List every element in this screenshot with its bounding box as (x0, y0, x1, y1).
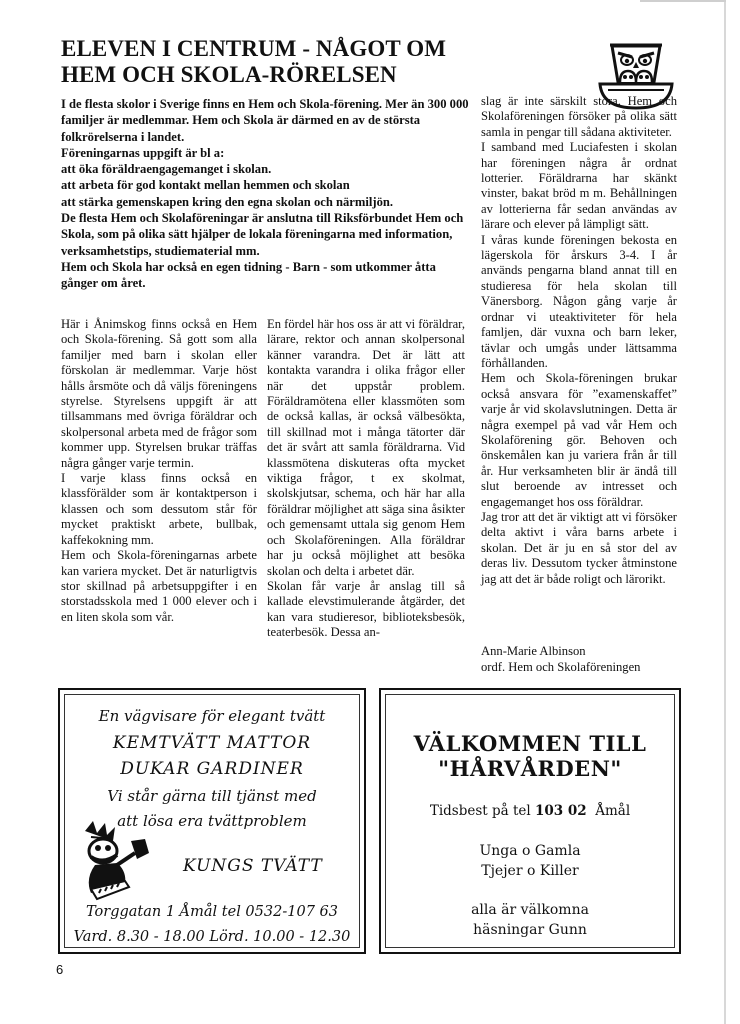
body-paragraph: Hem och Skola-föreningarnas arbete kan variera mycket. Det är naturligtvis stor skillnad på arbetsuppgifter i en storstadsskola med 1 000 elever och i en liten skola som vår. (61, 548, 257, 624)
king-mascot-icon (77, 819, 169, 903)
ad-title: "HÅRVÅRDEN" (438, 756, 622, 781)
ad-services: DUKAR GARDINER (120, 759, 304, 779)
ad-tagline: En vägvisare för elegant tvätt (98, 707, 326, 725)
body-paragraph: Här i Ånimskog finns också en Hem och Skola-förening. Så gott som alla familjer med barn i skolan eller förskolan är medlemmar. Varje höst hålls årsmöte och då väljs föreningens styrelse. Styrelsens uppgift är att tillsammans med övriga föräldrar och skolpersonal arbeta med de frågor som kommer upp. Styrelsen brukar träffas några gånger varje termin. (61, 317, 257, 470)
article-column-1 (61, 317, 257, 625)
body-paragraph: I våras kunde föreningen bekosta en lägerskola för årskurs 3-4. I år används pengarna bland annat till en studieresa för hela skolan till Vänersborg. Någon gång varje år ordnar vi uteaktiviteter för hela famljen, där vuxna och barn leker, tävlar och umgås under lättsamma förhållanden. (481, 232, 677, 370)
phone-prefix: Tidsbest på tel (429, 803, 535, 819)
lead-paragraph: att arbeta för god kontakt mellan hemmen och skolan (61, 178, 350, 193)
ad-text: alla är välkomna (471, 902, 589, 918)
lead-paragraph: Hem och Skola har också en egen tidning - Barn - som utkommer åtta gånger om året. (61, 259, 436, 291)
phone-number: 103 02 (535, 803, 587, 819)
laundry-advertisement (58, 688, 366, 954)
article-headline (61, 36, 481, 88)
body-paragraph: slag är inte särskilt stora. Hem och Skolaföreningen försöker på olika sätt samla in pengar till sådana aktiviteter. (481, 94, 677, 139)
ad-title: VÄLKOMMEN TILL (413, 731, 647, 756)
ad-brand-name: KUNGS TVÄTT (183, 856, 323, 876)
article-lead (61, 96, 471, 292)
ad-address: Torggatan 1 Åmål tel 0532-107 63 (86, 904, 338, 920)
body-paragraph: Skolan får varje år anslag till så kallade elevstimulerande åtgärder, det kan vara studieresor, biblioteksbesök, teaterbesök. Dessa an- (267, 578, 465, 640)
lead-paragraph: att stärka gemenskapen kring den egna skolan och närmiljön. (61, 194, 394, 209)
headline-line: ELEVEN I CENTRUM - NÅGOT OM (61, 36, 446, 61)
article-column-3 (481, 94, 677, 587)
ad-text: häsningar Gunn (473, 922, 587, 938)
lead-paragraph: I de flesta skolor i Sverige finns en Hem och Skola-förening. Mer än 300 000 familjer är medlemmar. Hem och Skola är därmed en av de största folkrörelserna i landet. (61, 97, 469, 144)
body-paragraph: Jag tror att det är viktigt att vi försöker delta aktivt i våra barns arbete i skolan. Det är ju en så stor del av deras liv. Dessutom tycker åtminstone jag att det är både roligt och lärorikt. (481, 509, 677, 586)
ad-text: att lösa era tvättproblem (117, 812, 307, 830)
signature-title: ordf. Hem och Skolaföreningen (481, 660, 641, 674)
ad-opening-hours: Vard. 8.30 - 18.00 Lörd. 10.00 - 12.30 (73, 929, 351, 945)
article-column-2 (267, 317, 465, 641)
page-number: 6 (56, 962, 64, 977)
salon-advertisement (379, 688, 681, 954)
ad-inner-border (385, 694, 675, 948)
ad-text: Vi står gärna till tjänst med (107, 787, 317, 805)
ad-phone (386, 803, 674, 819)
ad-services: KEMTVÄTT MATTOR (112, 733, 312, 753)
body-paragraph: I varje klass finns också en klassförälder som är kontaktperson i klassen och som dessutom står för mycket praktiskt arbete, bullbak, kaffekokning mm. (61, 471, 257, 547)
signature-name: Ann-Marie Albinson (481, 644, 586, 658)
headline-line: HEM OCH SKOLA-RÖRELSEN (61, 62, 397, 87)
body-paragraph: Hem och Skola-föreningen brukar också ansvara för ”examenskaffet” varje år vid skolavslutningen. Detta är några exempel på vad vår Hem och Skolaförening gör. Behoven och önskemålen kan ju variera från år till år. Hur verksamheten blir är ändå till slut beroende av intresset och engagemanget hos oss föräldrar. (481, 371, 677, 509)
page-edge (724, 0, 726, 1024)
lead-paragraph: De flesta Hem och Skolaföreningar är anslutna till Riksförbundet Hem och Skola, som på olika sätt hjälper de lokala föreningarna med information, verksamhetstips, studiematerial mm. (61, 211, 464, 258)
lead-paragraph: att öka föräldraengagemanget i skolan. (61, 162, 272, 177)
ad-text: Unga o Gamla (479, 843, 581, 859)
lead-paragraph: Föreningarnas uppgift är bl a: (61, 145, 225, 160)
page-edge-top (640, 0, 726, 2)
body-paragraph: I samband med Luciafesten i skolan har föreningen några år ordnat lotterier. Föräldrarna har skänkt vinster, bakat bröd m m. Behållningen av lotterierna får sedan användas av lärare och elever på lämpligt sätt. (481, 140, 677, 232)
ad-text: Tjejer o Killer (481, 863, 579, 879)
ad-inner-border (64, 694, 360, 948)
article-signature (481, 643, 681, 675)
body-paragraph: En fördel här hos oss är att vi föräldrar, lärare, rektor och annan skolpersonal känner varandra. Det är lätt att kontakta varandra i olika frågor eller när det uppstår problem. Föräldramötena eller klassmöten som de också kallas, är också välbesökta, till skillnad mot i många tätorter där det är svårt att samla föräldrarna. Vid klassmötena diskuteras ofta mycket viktiga frågor, t ex skolmat, skolskjutsar, schema, och här har alla föräldrar möjlighet att säga sina åsikter och gemensamt uttala sig genom Hem och Skolaföreningen. Alla föräldrar har ju också möjlighet att besöka skolan och delta i arbetet där. (267, 317, 465, 578)
phone-suffix: Åmål (586, 803, 631, 819)
